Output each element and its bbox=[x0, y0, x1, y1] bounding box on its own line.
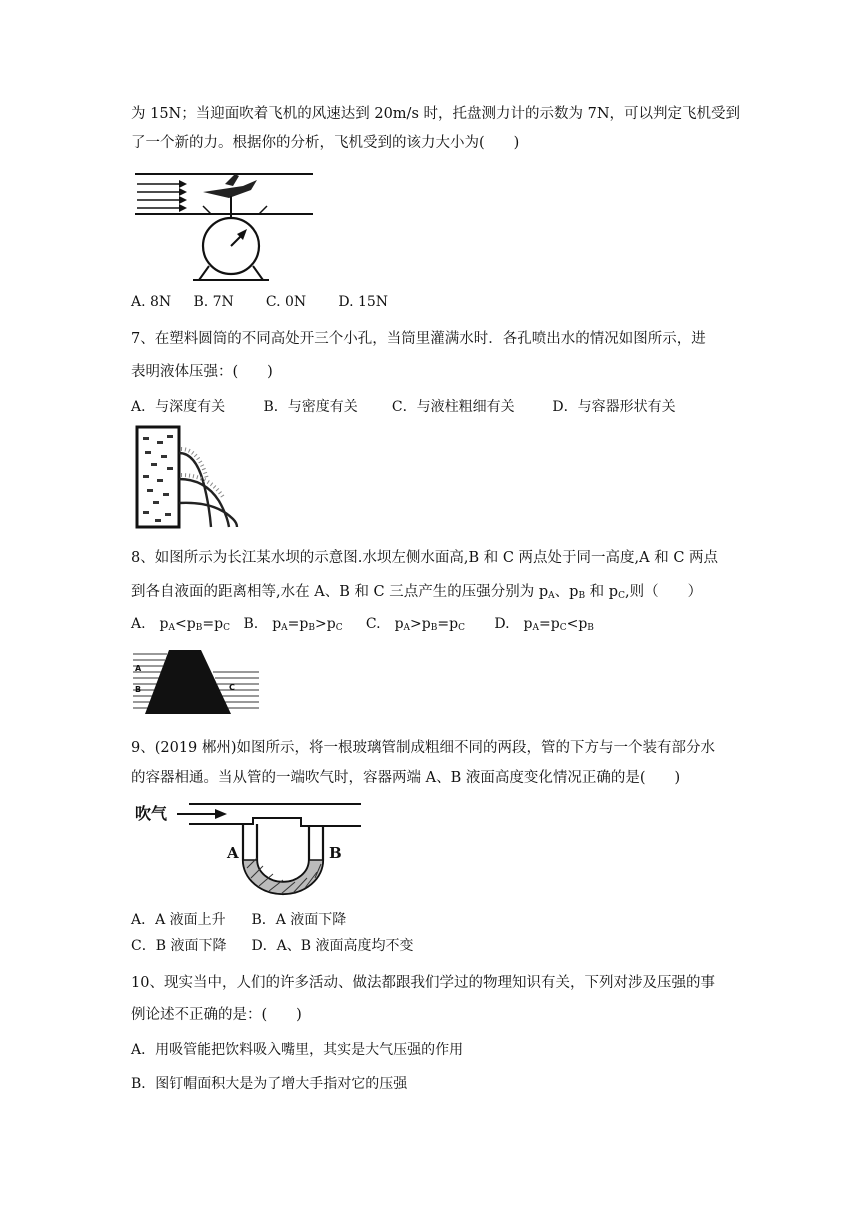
q6-stem-line-2: 了一个新的力。根据你的分析，飞机受到的该力大小为( ) bbox=[131, 135, 520, 151]
q10-option-b[interactable]: B．图钉帽面积大是为了增大手指对它的压强 bbox=[131, 1076, 408, 1092]
q6-option-c[interactable]: C. 0N bbox=[265, 294, 307, 310]
q6-stem-line-1: 为 15N；当迎面吹着飞机的风速达到 20m/s 时，托盘测力计的示数为 7N，可以判定飞机受到 bbox=[131, 106, 741, 122]
q7-option-b[interactable]: B．与密度有关 bbox=[263, 399, 358, 415]
q7-option-a[interactable]: A．与深度有关 bbox=[131, 399, 226, 415]
dam-figure bbox=[133, 650, 259, 714]
q6-option-b[interactable]: B. 7N bbox=[193, 294, 234, 310]
dam-label-a: A bbox=[135, 664, 142, 673]
q9-stem-line-1: 9、(2019 郴州)如图所示，将一根玻璃管制成粗细不同的两段，管的下方与一个装有部分水 bbox=[131, 740, 716, 756]
venturi-tube-figure bbox=[133, 798, 365, 900]
q7-stem-line-1: 7、在塑料圆筒的不同高处开三个小孔，当筒里灌满水时．各孔喷出水的情况如图所示，进 bbox=[131, 331, 706, 347]
q9-stem-line-2: 的容器相通。当从管的一端吹气时，容器两端 A、B 液面高度变化情况正确的是( ) bbox=[131, 770, 681, 786]
q8-stem-line-1: 8、如图所示为长江某水坝的示意图.水坝左侧水面高,B 和 C 两点处于同一高度,A 和 C 两点 bbox=[131, 550, 719, 566]
q9-option-d[interactable]: D．A、B 液面高度均不变 bbox=[251, 938, 414, 954]
q10-option-a[interactable]: A．用吸管能把饮料吸入嘴里，其实是大气压强的作用 bbox=[131, 1042, 464, 1058]
q6-option-d[interactable]: D. 15N bbox=[338, 294, 389, 310]
tube-label-b: B bbox=[329, 844, 342, 862]
q9-option-c[interactable]: C．B 液面下降 bbox=[131, 938, 227, 954]
q8-option-c[interactable]: C. $p_A>p_B=p_C$ bbox=[365, 616, 465, 633]
q9-option-b[interactable]: B．A 液面下降 bbox=[251, 912, 347, 928]
tube-label-a: A bbox=[227, 844, 239, 862]
q8-stem-line-2: 到各自液面的距离相等,水在 A、B 和 C 三点产生的压强分别为 $p_A$、$p_B$ 和 $p_C$,则（ ） bbox=[131, 584, 703, 601]
water-cylinder-figure bbox=[133, 423, 241, 529]
q8-options bbox=[131, 614, 594, 638]
q8-option-b[interactable]: B. $p_A=p_B>p_C$ bbox=[243, 616, 343, 633]
blow-label: 吹气 bbox=[135, 804, 168, 823]
q6-options bbox=[131, 292, 388, 312]
q9-option-a[interactable]: A．A 液面上升 bbox=[131, 912, 226, 928]
q8-option-a[interactable]: A. $p_A<p_B=p_C$ bbox=[131, 616, 230, 633]
q6-option-a[interactable]: A. 8N bbox=[131, 294, 172, 310]
dam-label-b: B bbox=[135, 685, 142, 694]
wind-tunnel-figure bbox=[133, 166, 315, 284]
dam-label-c: C bbox=[229, 683, 235, 692]
q7-stem-line-2: 表明液体压强：( ) bbox=[131, 364, 273, 380]
q9-options-row-1 bbox=[131, 910, 346, 930]
q9-options-row-2 bbox=[131, 936, 414, 956]
q8-option-d[interactable]: D. $p_A=p_C<p_B$ bbox=[494, 616, 594, 633]
q7-option-c[interactable]: C．与液柱粗细有关 bbox=[391, 399, 515, 415]
q10-stem-line-2: 例论述不正确的是：( ) bbox=[131, 1007, 302, 1023]
q10-stem-line-1: 10、现实当中，人们的许多活动、做法都跟我们学过的物理知识有关，下列对涉及压强的事 bbox=[131, 975, 715, 991]
q7-options bbox=[131, 397, 676, 417]
q7-option-d[interactable]: D．与容器形状有关 bbox=[552, 399, 676, 415]
